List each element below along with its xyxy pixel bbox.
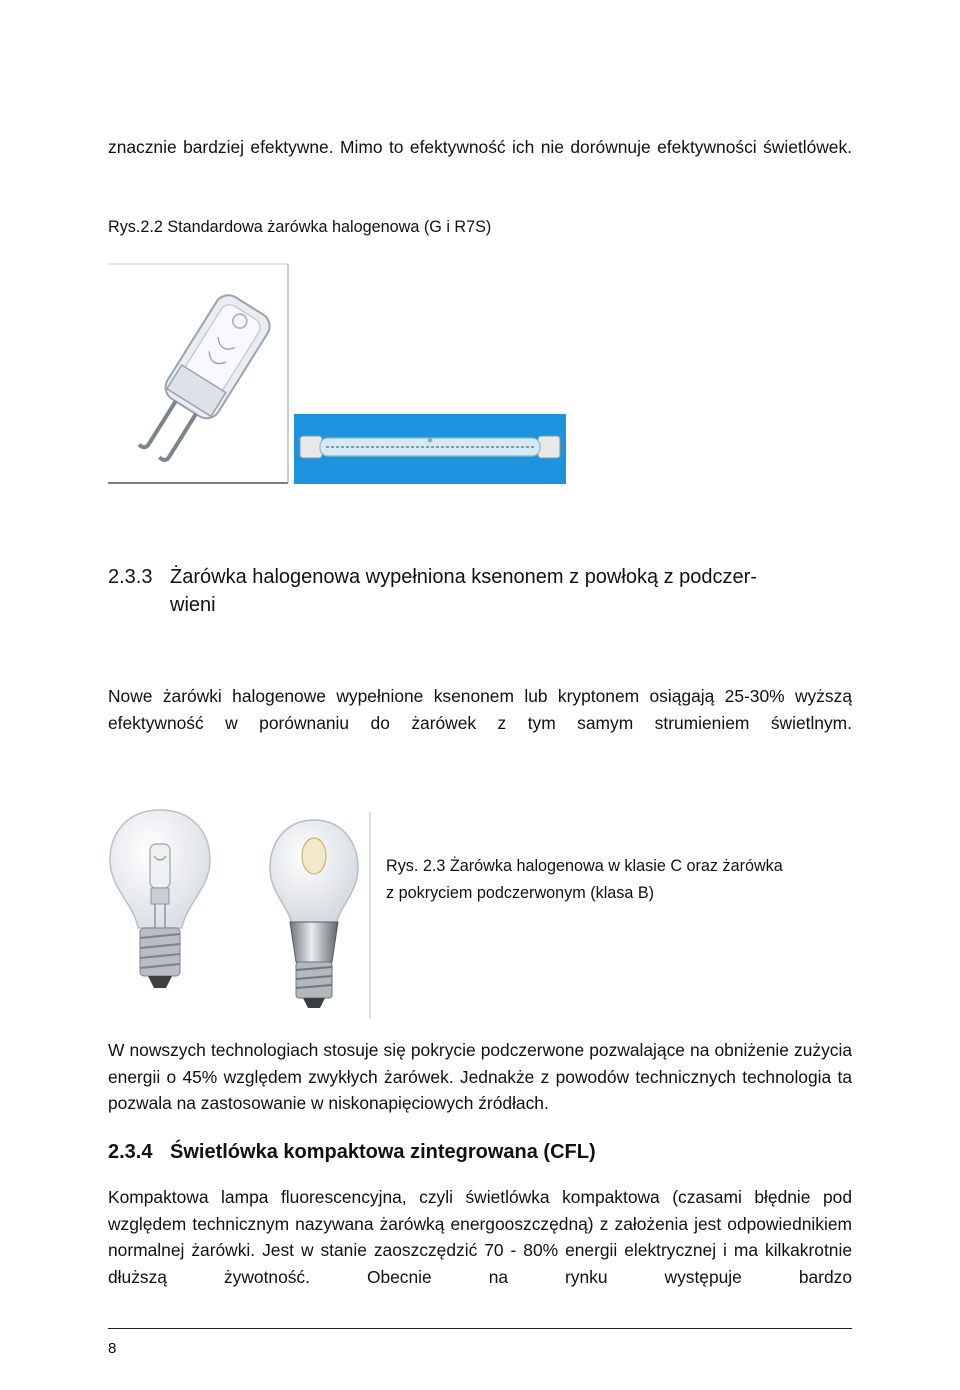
footer-rule	[108, 1328, 852, 1329]
halogen-class-c-bulb-image	[104, 804, 216, 994]
section-heading-2-3-4	[108, 1137, 852, 1167]
paragraph-xenon: Nowe żarówki halogenowe wypełnione ksenonem lub kryptonem osiągają 25-30% wyższą efektywność w porównaniu do żarówek z tym samym strumieniem świetlnym.	[108, 686, 852, 733]
paragraph-infrared: W nowszych technologiach stosuje się pokrycie podczerwone pozwalające na obniżenie zużycia energii o 45% względem zwykłych żarówek. Jednakże z powodów technicznych technologia ta pozwala na zastosowanie w niskonapięciowych źródłach.	[108, 1040, 852, 1113]
figure-caption-2-3-line2: z pokryciem podczerwonym (klasa B)	[386, 884, 655, 902]
section-number: 2.3.3	[108, 566, 153, 588]
section-title-line2: wieni	[170, 594, 216, 616]
figure-caption-2-3-line1: Rys. 2.3 Żarówka halogenowa w klasie C oraz żarówka	[386, 857, 783, 875]
r7s-halogen-tube-image	[294, 414, 566, 484]
paragraph-intro: znacznie bardziej efektywne. Mimo to efektywność ich nie dorównuje efektywności świetlówek.	[108, 137, 852, 157]
section-title-line1: Żarówka halogenowa wypełniona ksenonem z powłoką z podczer-	[170, 566, 757, 588]
section-title: Świetlówka kompaktowa zintegrowana (CFL)	[170, 1141, 596, 1163]
paragraph-cfl: Kompaktowa lampa fluorescencyjna, czyli świetlówka kompaktowa (czasami błędnie pod względem technicznym nazywana żarówką energooszczędną) z założenia jest odpowiednikiem normalnej żarówki. Jest w stanie zaoszczędzić 70 - 80% energii elektrycznej i ma kilkakrotnie dłuższą żywotność. Obecnie na rynku występuje bardzo	[108, 1187, 852, 1287]
section-heading-2-3-3	[108, 562, 852, 592]
section-number: 2.3.4	[108, 1141, 153, 1163]
figure-caption-2-2: Rys.2.2 Standardowa żarówka halogenowa (G i R7S)	[108, 218, 492, 236]
g9-halogen-bulb-image	[108, 262, 290, 484]
page-number: 8	[108, 1340, 117, 1357]
infrared-coated-bulb-image	[262, 812, 374, 1018]
